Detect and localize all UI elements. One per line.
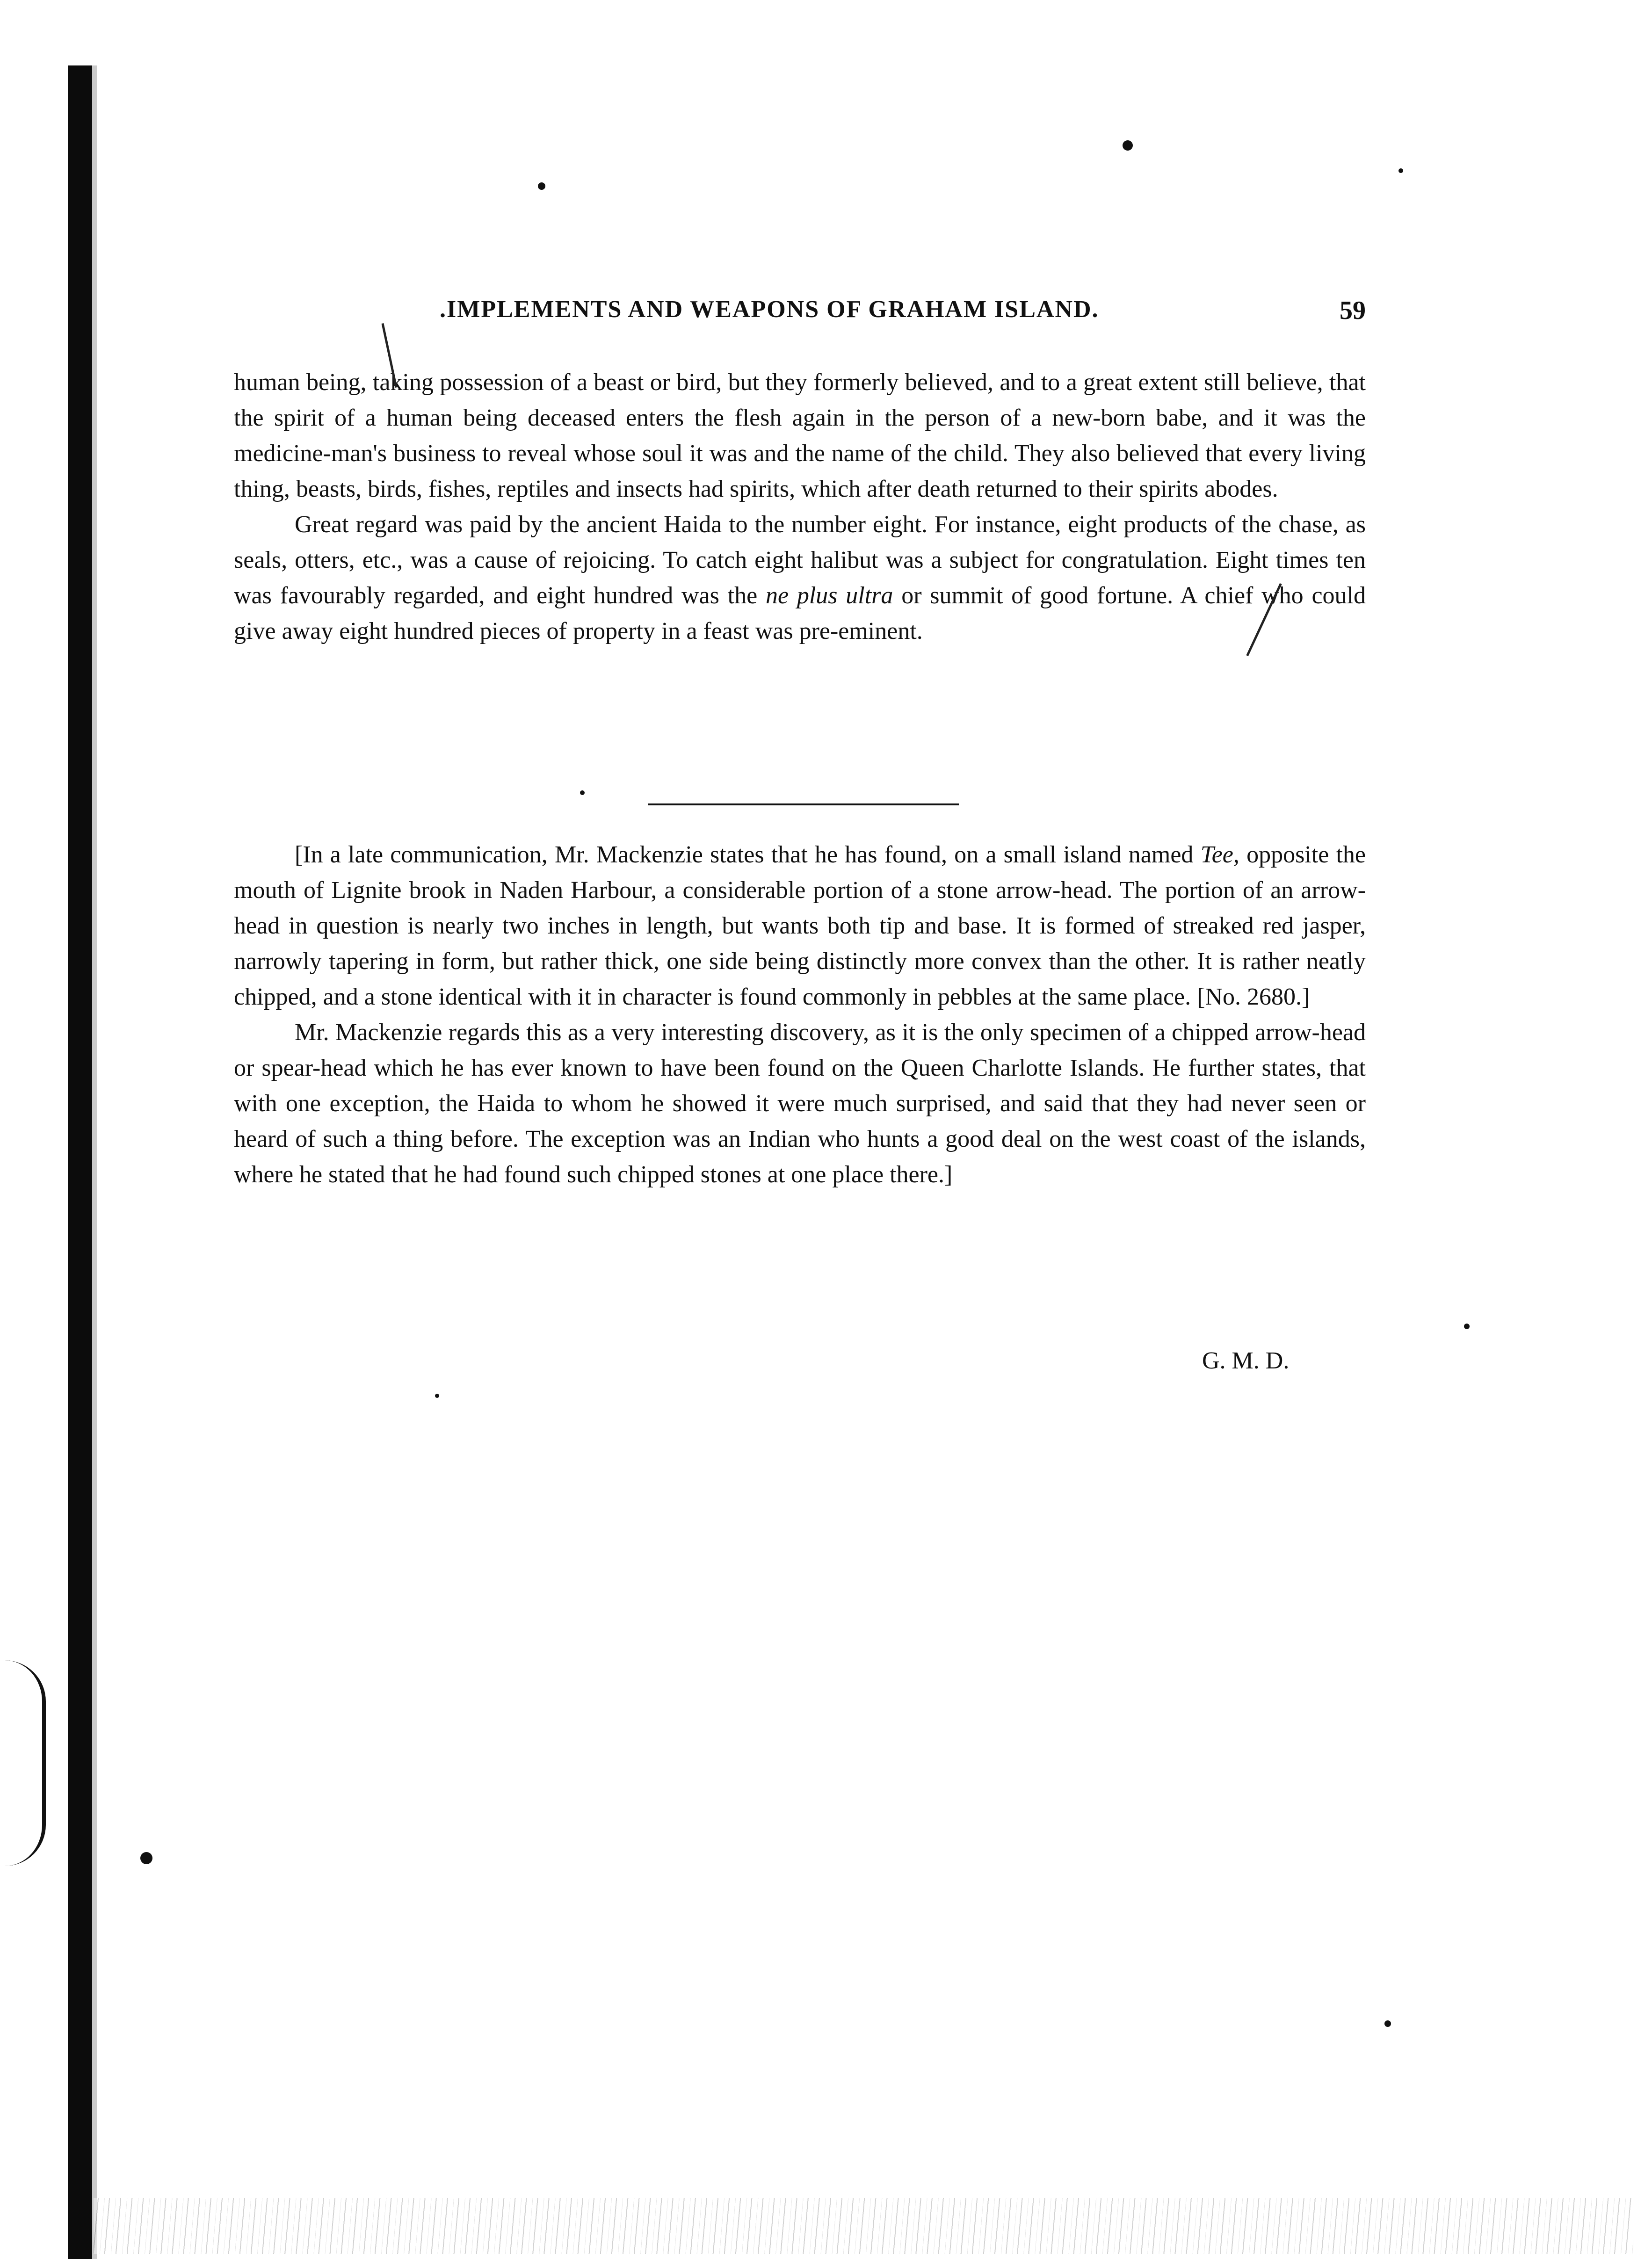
page-number: 59 [1340,296,1366,325]
text-run: [In a late communication, Mr. Mackenzie states that he has found, on a small island named [295,841,1201,868]
ink-speck [538,182,545,190]
text-run: or summit of good fortune. A chief who could give away eight hundred pieces of property in a feast was pre-eminent. [234,582,1366,644]
ink-speck [140,1852,152,1864]
signature-initials: G. M. D. [1202,1347,1290,1374]
margin-paren-mark [5,1660,46,1866]
section-divider [648,803,959,805]
ink-speck [435,1394,439,1398]
paragraph-number-eight [234,507,1366,649]
ink-speck [580,790,585,795]
running-head: .IMPLEMENTS AND WEAPONS OF GRAHAM ISLAND. [440,296,1099,323]
ink-speck [1123,140,1133,151]
binding-edge [68,65,92,2259]
ink-speck [1464,1324,1470,1329]
paragraph-spirits: human being, taking possession of a beast or bird, but they formerly believed, and to a great extent still believe, that the spirit of a human being deceased enters the flesh again in the person of a new-born babe, and it was the medicine-man's business to reveal whose soul it was and the name of the child. They also believed that every living thing, beasts, birds, fishes, reptiles and insects had spirits, which after death returned to their spirits abodes. [234,369,1366,502]
page-header [234,296,1366,328]
paragraph-communication [234,837,1366,1015]
scan-noise-bottom [94,2198,1633,2254]
text-run: , opposite the mouth of Lignite brook in Naden Harbour, a considerable portion of a stone arrow-head. The portion of an arrow-head in question is nearly two inches in length, but wants both tip and base. It is formed of streaked red jasper, narrowly tapering in form, but rather thick, one side being distinctly more convex than the other. It is rather neatly chipped, and a stone identical with it in character is found commonly in pebbles at the same place. [No. 2680.] [234,841,1366,1010]
binding-shadow [92,65,97,2259]
main-text-top [234,365,1366,649]
italic-phrase: ne plus ultra [765,582,893,609]
ink-speck [1384,2020,1391,2027]
italic-name: Tee [1200,841,1233,868]
ink-speck [1398,168,1403,173]
paragraph-discovery: Mr. Mackenzie regards this as a very interesting discovery, as it is the only specimen of a chipped arrow-head or spear-head which he has ever known to have been found on the Queen Charlotte Islands. He further states, that with one exception, the Haida to whom he showed it were much surprised, and said that they had never seen or heard of such a thing before. The exception was an Indian who hunts a good deal on the west coast of the islands, where he stated that he had found such chipped stones at one place there.] [234,1019,1366,1188]
main-text-bottom [234,837,1366,1193]
text-run: Great regard was paid by the ancient Haida to the number eight. For instance, eight products of the chase, as seals, otters, etc., was a cause of rejoicing. To catch eight halibut was a subject for congratulation. Eight times ten was favourably regarded, and eight hundred was the [234,511,1366,609]
